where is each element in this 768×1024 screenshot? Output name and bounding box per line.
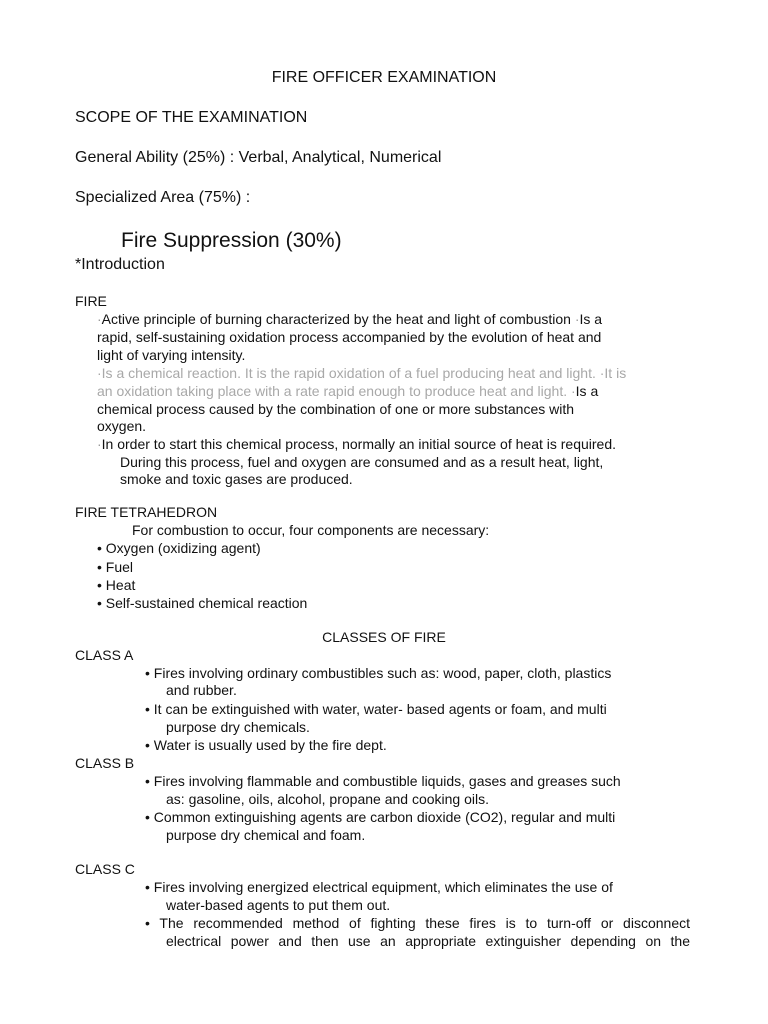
tetrahedron-item: • Self-sustained chemical reaction [97, 595, 308, 611]
bullet-dot: · [599, 365, 605, 381]
class-a-label: CLASS A [75, 647, 134, 663]
fire-definition-1-line-2: rapid, self-sustaining oxidation process accompanied by the evolution of heat and [97, 329, 602, 345]
general-ability-line: General Ability (25%) : Verbal, Analytical, Numerical [75, 149, 442, 166]
class-b-line: as: gasoline, oils, alcohol, propane and cooking oils. [166, 791, 489, 807]
bullet-dot: · [97, 365, 102, 381]
document-title: FIRE OFFICER EXAMINATION [271, 69, 497, 86]
class-c-line: water-based agents to put them out. [166, 897, 391, 913]
class-b-line: purpose dry chemical and foam. [166, 827, 366, 843]
bullet-dot: · [97, 436, 102, 452]
class-a-line: • Fires involving ordinary combustibles such as: wood, paper, cloth, plastics [145, 665, 612, 681]
tetrahedron-intro: For combustion to occur, four components are necessary: [132, 522, 490, 538]
class-a-line: purpose dry chemicals. [166, 719, 310, 735]
bullet-dot: · [97, 311, 102, 327]
class-b-label: CLASS B [75, 755, 135, 771]
tetrahedron-heading: FIRE TETRAHEDRON [75, 504, 218, 520]
bullet-dot: · [571, 383, 576, 399]
fire-definition-4: ·In order to start this chemical process, normally an initial source of heat is required. [97, 436, 617, 452]
introduction-heading: *Introduction [75, 256, 165, 273]
fire-definition-1: ·Active principle of burning characterized by the heat and light of combustion ·Is a [97, 311, 603, 327]
fire-definition-2-line-2: an oxidation taking place with a rate rapid enough to produce heat and light. ·Is a [97, 383, 599, 399]
bullet-dot: · [574, 311, 580, 327]
class-a-line: • It can be extinguished with water, water- based agents or foam, and multi [145, 701, 607, 717]
classes-heading: CLASSES OF FIRE [322, 629, 446, 645]
class-c-line: • The recommended method of fighting these fires is to turn-off or disconnect [145, 915, 690, 931]
scope-heading: SCOPE OF THE EXAMINATION [75, 109, 308, 126]
fire-suppression-heading: Fire Suppression (30%) [121, 229, 342, 252]
fire-definition-3-line-2: chemical process caused by the combination of one or more substances with [97, 401, 575, 417]
specialized-area-line: Specialized Area (75%) : [75, 189, 251, 206]
class-b-line: • Fires involving flammable and combustible liquids, gases and greases such [145, 773, 621, 789]
fire-definition-1-line-3: light of varying intensity. [97, 347, 246, 363]
tetrahedron-item: • Fuel [97, 559, 134, 575]
class-a-line: • Water is usually used by the fire dept. [145, 737, 387, 753]
tetrahedron-item: • Heat [97, 577, 136, 593]
fire-definition-4-line-2: During this process, fuel and oxygen are consumed and as a result heat, light, [120, 454, 604, 470]
class-a-line: and rubber. [166, 682, 237, 698]
fire-definition-2-faded: ·Is a chemical reaction. It is the rapid oxidation of a fuel producing heat and light. ·It is [97, 365, 627, 381]
tetrahedron-item: • Oxygen (oxidizing agent) [97, 540, 261, 556]
fire-definition-3-line-3: oxygen. [97, 418, 147, 434]
class-c-label: CLASS C [75, 861, 135, 877]
class-c-line: electrical power and then use an appropriate extinguisher depending on the [166, 933, 690, 949]
fire-definition-4-line-3: smoke and toxic gases are produced. [120, 471, 353, 487]
class-c-line: • Fires involving energized electrical equipment, which eliminates the use of [145, 879, 613, 895]
class-b-line: • Common extinguishing agents are carbon dioxide (CO2), regular and multi [145, 809, 616, 825]
fire-heading: FIRE [75, 293, 107, 309]
